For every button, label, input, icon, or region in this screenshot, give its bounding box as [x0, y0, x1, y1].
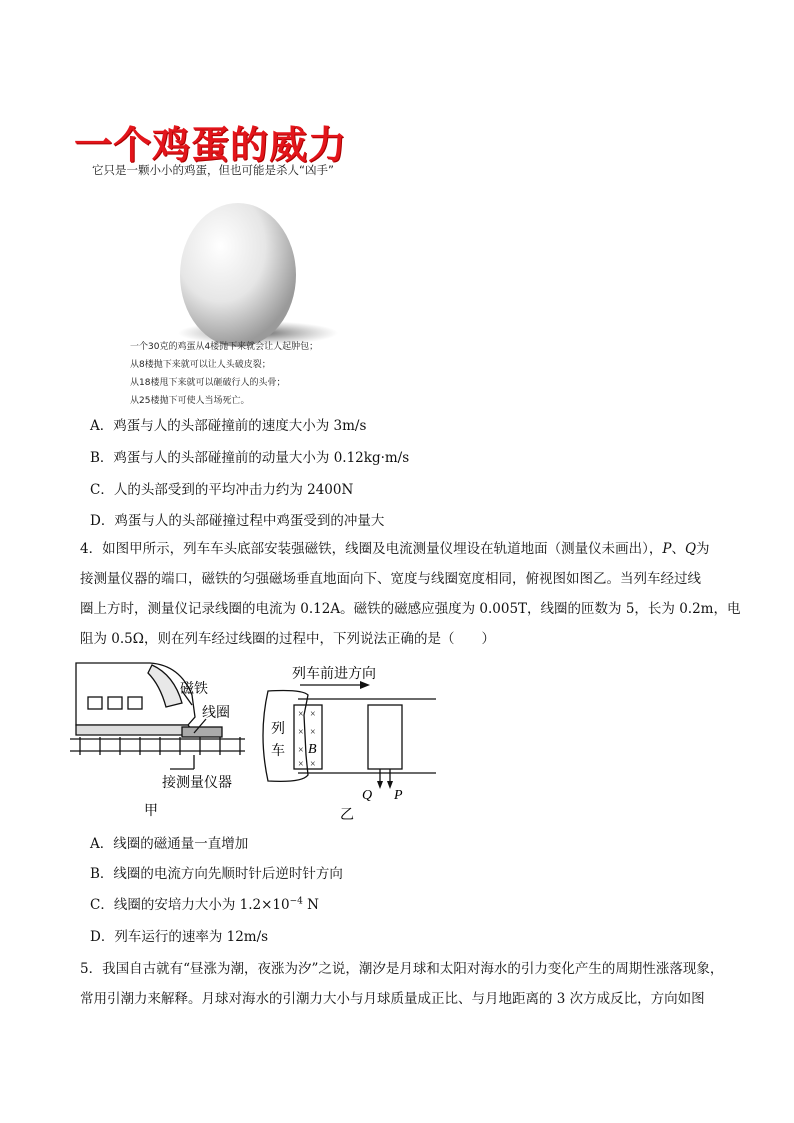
- poster-fact: 从18楼甩下来就可以砸破行人的头骨；: [130, 378, 286, 388]
- q4-stem-line2: 接测量仪器的端口，磁铁的匀强磁场垂直地面向下、宽度与线圈宽度相同，俯视图如图乙。当列车经过线: [80, 571, 701, 587]
- label-Q: Q: [362, 788, 373, 803]
- egg-image: [163, 200, 343, 350]
- label-coil: 线圈: [202, 706, 230, 721]
- q5-stem-line2: 常用引潮力来解释。月球对海水的引潮力大小与月球质量成正比、与月地距离的 3 次方成反比，方向如图: [80, 991, 705, 1007]
- poster-subtitle: 它只是一颗小小的鸡蛋，但也可能是杀人“凶手”: [92, 163, 334, 177]
- label-direction: 列车前进方向: [292, 667, 376, 682]
- label-meter: 接测量仪器: [162, 776, 232, 791]
- svg-text:×: ×: [298, 745, 304, 756]
- poster-fact: 从25楼抛下可使人当场死亡。: [130, 396, 250, 406]
- q4-option-a: A．线圈的磁通量一直增加: [90, 836, 249, 852]
- label-yi: 乙: [340, 808, 354, 823]
- q5-stem-line1: 5．我国自古就有“昼涨为潮，夜涨为汐”之说，潮汐是月球和太阳对海水的引力变化产生的周期性涨落现象，: [80, 961, 724, 977]
- poster-facts: [130, 338, 318, 410]
- svg-text:×: ×: [298, 709, 304, 720]
- svg-text:×: ×: [310, 727, 316, 738]
- label-P: P: [394, 788, 403, 803]
- q4-option-b: B．线圈的电流方向先顺时针后逆时针方向: [90, 866, 343, 882]
- svg-text:×: ×: [298, 759, 304, 770]
- svg-text:×: ×: [310, 759, 316, 770]
- label-train-2: 车: [271, 744, 285, 759]
- label-train-1: 列: [271, 722, 285, 737]
- label-jia: 甲: [144, 804, 158, 819]
- q5-stem: [80, 954, 724, 1014]
- q3-option-d: D．鸡蛋与人的头部碰撞过程中鸡蛋受到的冲量大: [90, 513, 385, 529]
- q4-figure: [70, 655, 440, 825]
- q4-stem: [80, 534, 741, 654]
- svg-text:×: ×: [298, 727, 304, 738]
- poster-fact: 一个30克的鸡蛋从4楼抛下来就会让人起肿包；: [130, 342, 319, 352]
- q3-option-a: A．鸡蛋与人的头部碰撞前的速度大小为 3m/s: [90, 418, 367, 434]
- svg-text:×: ×: [310, 709, 316, 720]
- poster-fact: 从8楼抛下来就可以让人头破皮裂；: [130, 360, 271, 370]
- figure-yi-topview: [263, 681, 436, 789]
- q4-option-d: D．列车运行的速率为 12m/s: [90, 929, 269, 945]
- q4-stem-line1: 4．如图甲所示，列车车头底部安装强磁铁，线圈及电流测量仪埋设在轨道地面（测量仪未画出），P、Q为: [80, 541, 710, 557]
- q4-stem-line3: 圈上方时，测量仪记录线圈的电流为 0.12A。磁铁的磁感应强度为 0.005T，线圈的匝数为 5，长为 0.2m，电: [80, 601, 741, 617]
- q3-option-b: B．鸡蛋与人的头部碰撞前的动量大小为 0.12kg·m/s: [90, 450, 410, 466]
- poster-title: 一个鸡蛋的威力: [74, 123, 348, 167]
- q3-option-c: C．人的头部受到的平均冲击力约为 2400N: [90, 482, 354, 498]
- q4-stem-line4: 阻为 0.5Ω，则在列车经过线圈的过程中，下列说法正确的是（ ）: [80, 631, 495, 647]
- q4-option-c: C．线圈的安培力大小为 $1.2\times 10^{-4}$ N: [90, 896, 319, 913]
- label-B: B: [308, 742, 317, 757]
- label-magnet: 磁铁: [180, 682, 208, 697]
